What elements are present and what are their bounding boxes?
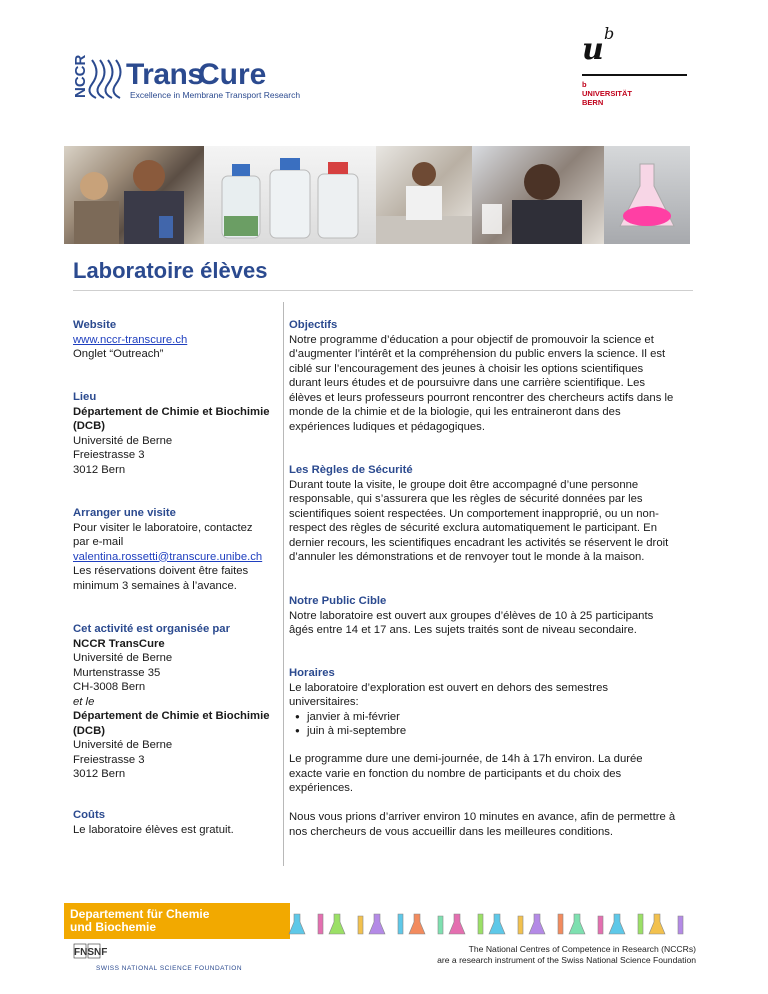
hours-list — [289, 710, 701, 739]
organizer-street2: Freiestrasse 3 — [73, 753, 145, 766]
organizer-heading: Cet activité est organisée par — [73, 623, 230, 635]
nccr-text: NCCR — [72, 54, 89, 98]
hours-heading: Horaires — [289, 667, 335, 679]
organizer-city2: 3012 Bern — [73, 768, 126, 780]
objectives-line: monde de la chimie et de la biologie, qui les entraineront dans des — [289, 406, 621, 418]
flasks-graphic — [290, 912, 692, 936]
objectives-line: d’augmenter l’intérêt et la compréhension du public envers la science. Il est — [289, 348, 666, 360]
location-heading: Lieu — [73, 391, 97, 403]
flask-icon — [289, 914, 683, 934]
visit-heading: Arranger une visite — [73, 507, 176, 519]
location-dept-line1: Département de Chimie et Biochimie — [73, 405, 270, 418]
cost-text: Le laboratoire élèves est gratuit. — [73, 823, 234, 836]
unibe-logo — [580, 24, 690, 110]
visit-line2: par e-mail — [73, 536, 124, 548]
hours-line: Le laboratoire d’exploration est ouvert en dehors des semestres — [289, 681, 609, 694]
audience-line: âgés entre 14 et 17 ans. Les sujets traités sont de niveau secondaire. — [289, 624, 637, 636]
fns-name: SWISS NATIONAL SCIENCE FOUNDATION — [96, 965, 243, 972]
organizer-university2: Université de Berne — [73, 739, 173, 751]
website-section — [73, 318, 283, 362]
photo-lab-bench — [376, 146, 472, 244]
safety-line: d’annuler les démonstrations et de renvoyer tout le monde à la maison. — [289, 551, 645, 563]
objectives-line: élèves et leurs professeurs pourront rencontrer des chercheurs actifs dans le — [289, 391, 674, 404]
safety-line: respect des règles de sécurité exclura automatiquement le participant. En — [289, 522, 657, 534]
unibe-rule — [582, 74, 687, 76]
fns-mark: FNSNF — [74, 947, 108, 958]
footer-note-line1: The National Centres of Competence in Research (NCCRs) — [468, 944, 696, 954]
website-link[interactable]: www.nccr-transcure.ch — [73, 333, 188, 346]
organizer-street: Murtenstrasse 35 — [73, 666, 161, 679]
transcure-logo — [90, 56, 301, 102]
website-heading: Website — [73, 319, 117, 331]
hours-bullet: ● janvier à mi-février — [307, 710, 701, 725]
organizer-dept-line1: Département de Chimie et Biochimie — [73, 710, 270, 722]
duration-line: exacte varie en fonction du nombre de participants et du choix des — [289, 767, 622, 780]
unibe-line3: BERN — [582, 98, 604, 107]
organizer-university: Université de Berne — [73, 652, 173, 664]
organizer-city: CH-3008 Bern — [73, 681, 146, 693]
photo-bottles — [204, 146, 376, 244]
duration-section — [289, 752, 701, 796]
organizer-and: et le — [73, 695, 95, 708]
unibe-wordmark — [582, 80, 632, 107]
organizer-dept-line2: (DCB) — [73, 724, 105, 737]
cost-heading: Coûts — [73, 809, 106, 821]
organizer-name: NCCR TransCure — [73, 637, 165, 650]
location-university: Université de Berne — [73, 434, 173, 447]
audience-section — [289, 594, 701, 638]
transcure-word-cure: Cure — [198, 58, 267, 91]
location-city: 3012 Bern — [73, 463, 126, 476]
hours-line: universitaires: — [289, 696, 359, 708]
safety-line: scientifiques soient respectées. Un comportement inapproprié, ou un non- — [289, 507, 659, 520]
visit-email-link[interactable]: valentina.rossetti@transcure.unibe.ch — [73, 550, 263, 563]
objectives-section — [289, 318, 701, 434]
page-title: Laboratoire élèves — [73, 258, 268, 283]
safety-line: dernier recours, les scientifiques encadrant les activités se réservent le droit — [289, 536, 669, 549]
unibe-line1: b — [582, 80, 587, 89]
location-dept-line2: (DCB) — [73, 420, 105, 432]
visit-line3: Les réservations doivent être faites — [73, 565, 249, 577]
transcure-logo-graphic — [90, 56, 301, 102]
nccr-vertical-label — [70, 40, 90, 100]
objectives-line: expériences ludiques et pédagogiques. — [289, 420, 485, 433]
fns-logo — [66, 944, 243, 974]
cost-section — [73, 808, 283, 837]
unibe-line2: UNIVERSITÄT — [582, 89, 633, 98]
objectives-heading: Objectifs — [289, 319, 338, 331]
column-divider — [283, 302, 284, 866]
safety-section — [289, 463, 701, 565]
unibe-mark-b: b — [604, 24, 615, 43]
objectives-line: durant leurs études et de poursuivre dans une carrière scientifique. Les — [289, 377, 646, 389]
title-divider — [73, 290, 693, 291]
photo-student-glasses — [472, 146, 604, 244]
dcb-banner-text — [70, 908, 209, 934]
location-section — [73, 390, 283, 477]
footer-note-line2: are a research instrument of the Swiss National Science Foundation — [437, 955, 696, 965]
safety-heading: Les Règles de Sécurité — [289, 464, 413, 476]
audience-heading: Notre Public Cible — [289, 595, 387, 607]
duration-line: Le programme dure une demi-journée, de 14h à 17h environ. La durée — [289, 753, 643, 765]
footer-note — [376, 944, 696, 966]
photo-students-pipetting — [64, 146, 204, 244]
objectives-line: ciblé sur l’encouragement des jeunes à choisir les options scientifiques — [289, 362, 644, 375]
photo-strip — [64, 146, 690, 244]
arrival-line: Nous vous prions d’arriver environ 10 minutes en avance, afin de permettre à — [289, 811, 676, 823]
hours-bullet: ● juin à mi-septembre — [307, 724, 701, 739]
dcb-line2: und Biochemie — [70, 920, 157, 934]
transcure-tagline: Excellence in Membrane Transport Research — [130, 90, 301, 100]
visit-line4: minimum 3 semaines à l’avance. — [73, 579, 237, 592]
helix-icon — [89, 60, 120, 98]
visit-line1: Pour visiter le laboratoire, contactez — [73, 521, 253, 534]
website-tab: Onglet “Outreach” — [73, 348, 164, 360]
objectives-line: Notre programme d’éducation a pour objectif de promouvoir la science et — [289, 333, 654, 346]
safety-line: Durant toute la visite, le groupe doit être accompagné d’une personne — [289, 478, 639, 491]
organizer-section — [73, 622, 283, 782]
unibe-mark-u: u — [582, 32, 604, 67]
hours-section — [289, 666, 701, 739]
photo-pink-flask — [604, 146, 690, 244]
arrival-line: nos chercheurs de vous accueillir dans les meilleures conditions. — [289, 825, 614, 838]
visit-section — [73, 506, 283, 593]
audience-line: Notre laboratoire est ouvert aux groupes d’élèves de 10 à 25 participants — [289, 609, 654, 622]
dcb-line1: Departement für Chemie — [70, 907, 210, 921]
duration-line: expériences. — [289, 782, 354, 794]
transcure-word-trans: Trans — [126, 58, 204, 91]
safety-line: responsable, qui s’assurera que les règles de sécurité données par les — [289, 493, 643, 505]
flask-illustration-band — [290, 912, 692, 936]
location-street: Freiestrasse 3 — [73, 449, 145, 461]
arrival-section — [289, 810, 701, 839]
